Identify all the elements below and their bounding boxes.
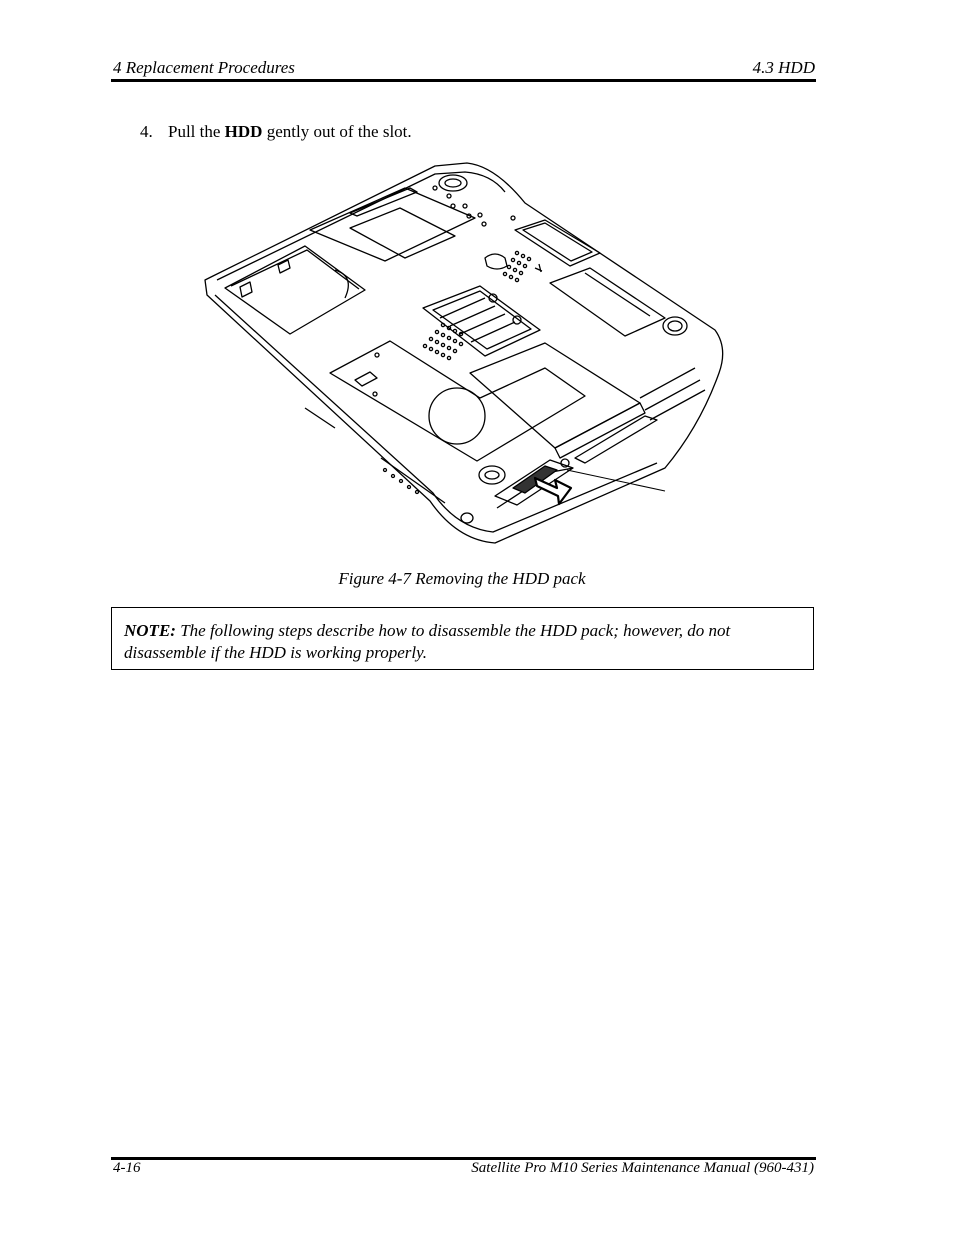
note-label: NOTE: xyxy=(124,621,176,640)
header-rule xyxy=(111,79,816,82)
footer-manual-title: Satellite Pro M10 Series Maintenance Manual (960-431) xyxy=(471,1160,814,1176)
footer-page-number: 4-16 xyxy=(113,1160,141,1176)
hdd-bay xyxy=(470,343,640,448)
step-4 xyxy=(140,122,412,142)
vent-grid-top xyxy=(503,251,530,281)
memory-cover xyxy=(350,208,455,258)
step-text-bold: HDD xyxy=(224,122,263,141)
note-text: The following steps describe how to disassemble the HDD pack; however, do not disassemble if the HDD is working properly. xyxy=(124,621,731,662)
laptop-base-outline xyxy=(205,163,723,543)
header-section: 4.3 HDD xyxy=(752,58,815,77)
step-text-after: gently out of the slot. xyxy=(262,122,412,141)
figure-caption: Figure 4-7 Removing the HDD pack xyxy=(338,569,586,588)
vent-grid-left xyxy=(423,323,462,359)
header-chapter: 4 Replacement Procedures xyxy=(113,58,295,77)
round-label xyxy=(429,388,485,444)
hdd-removal-figure xyxy=(195,158,735,553)
note-box xyxy=(111,607,814,670)
step-text-before: Pull the xyxy=(168,122,225,141)
step-number: 4. xyxy=(140,122,153,141)
